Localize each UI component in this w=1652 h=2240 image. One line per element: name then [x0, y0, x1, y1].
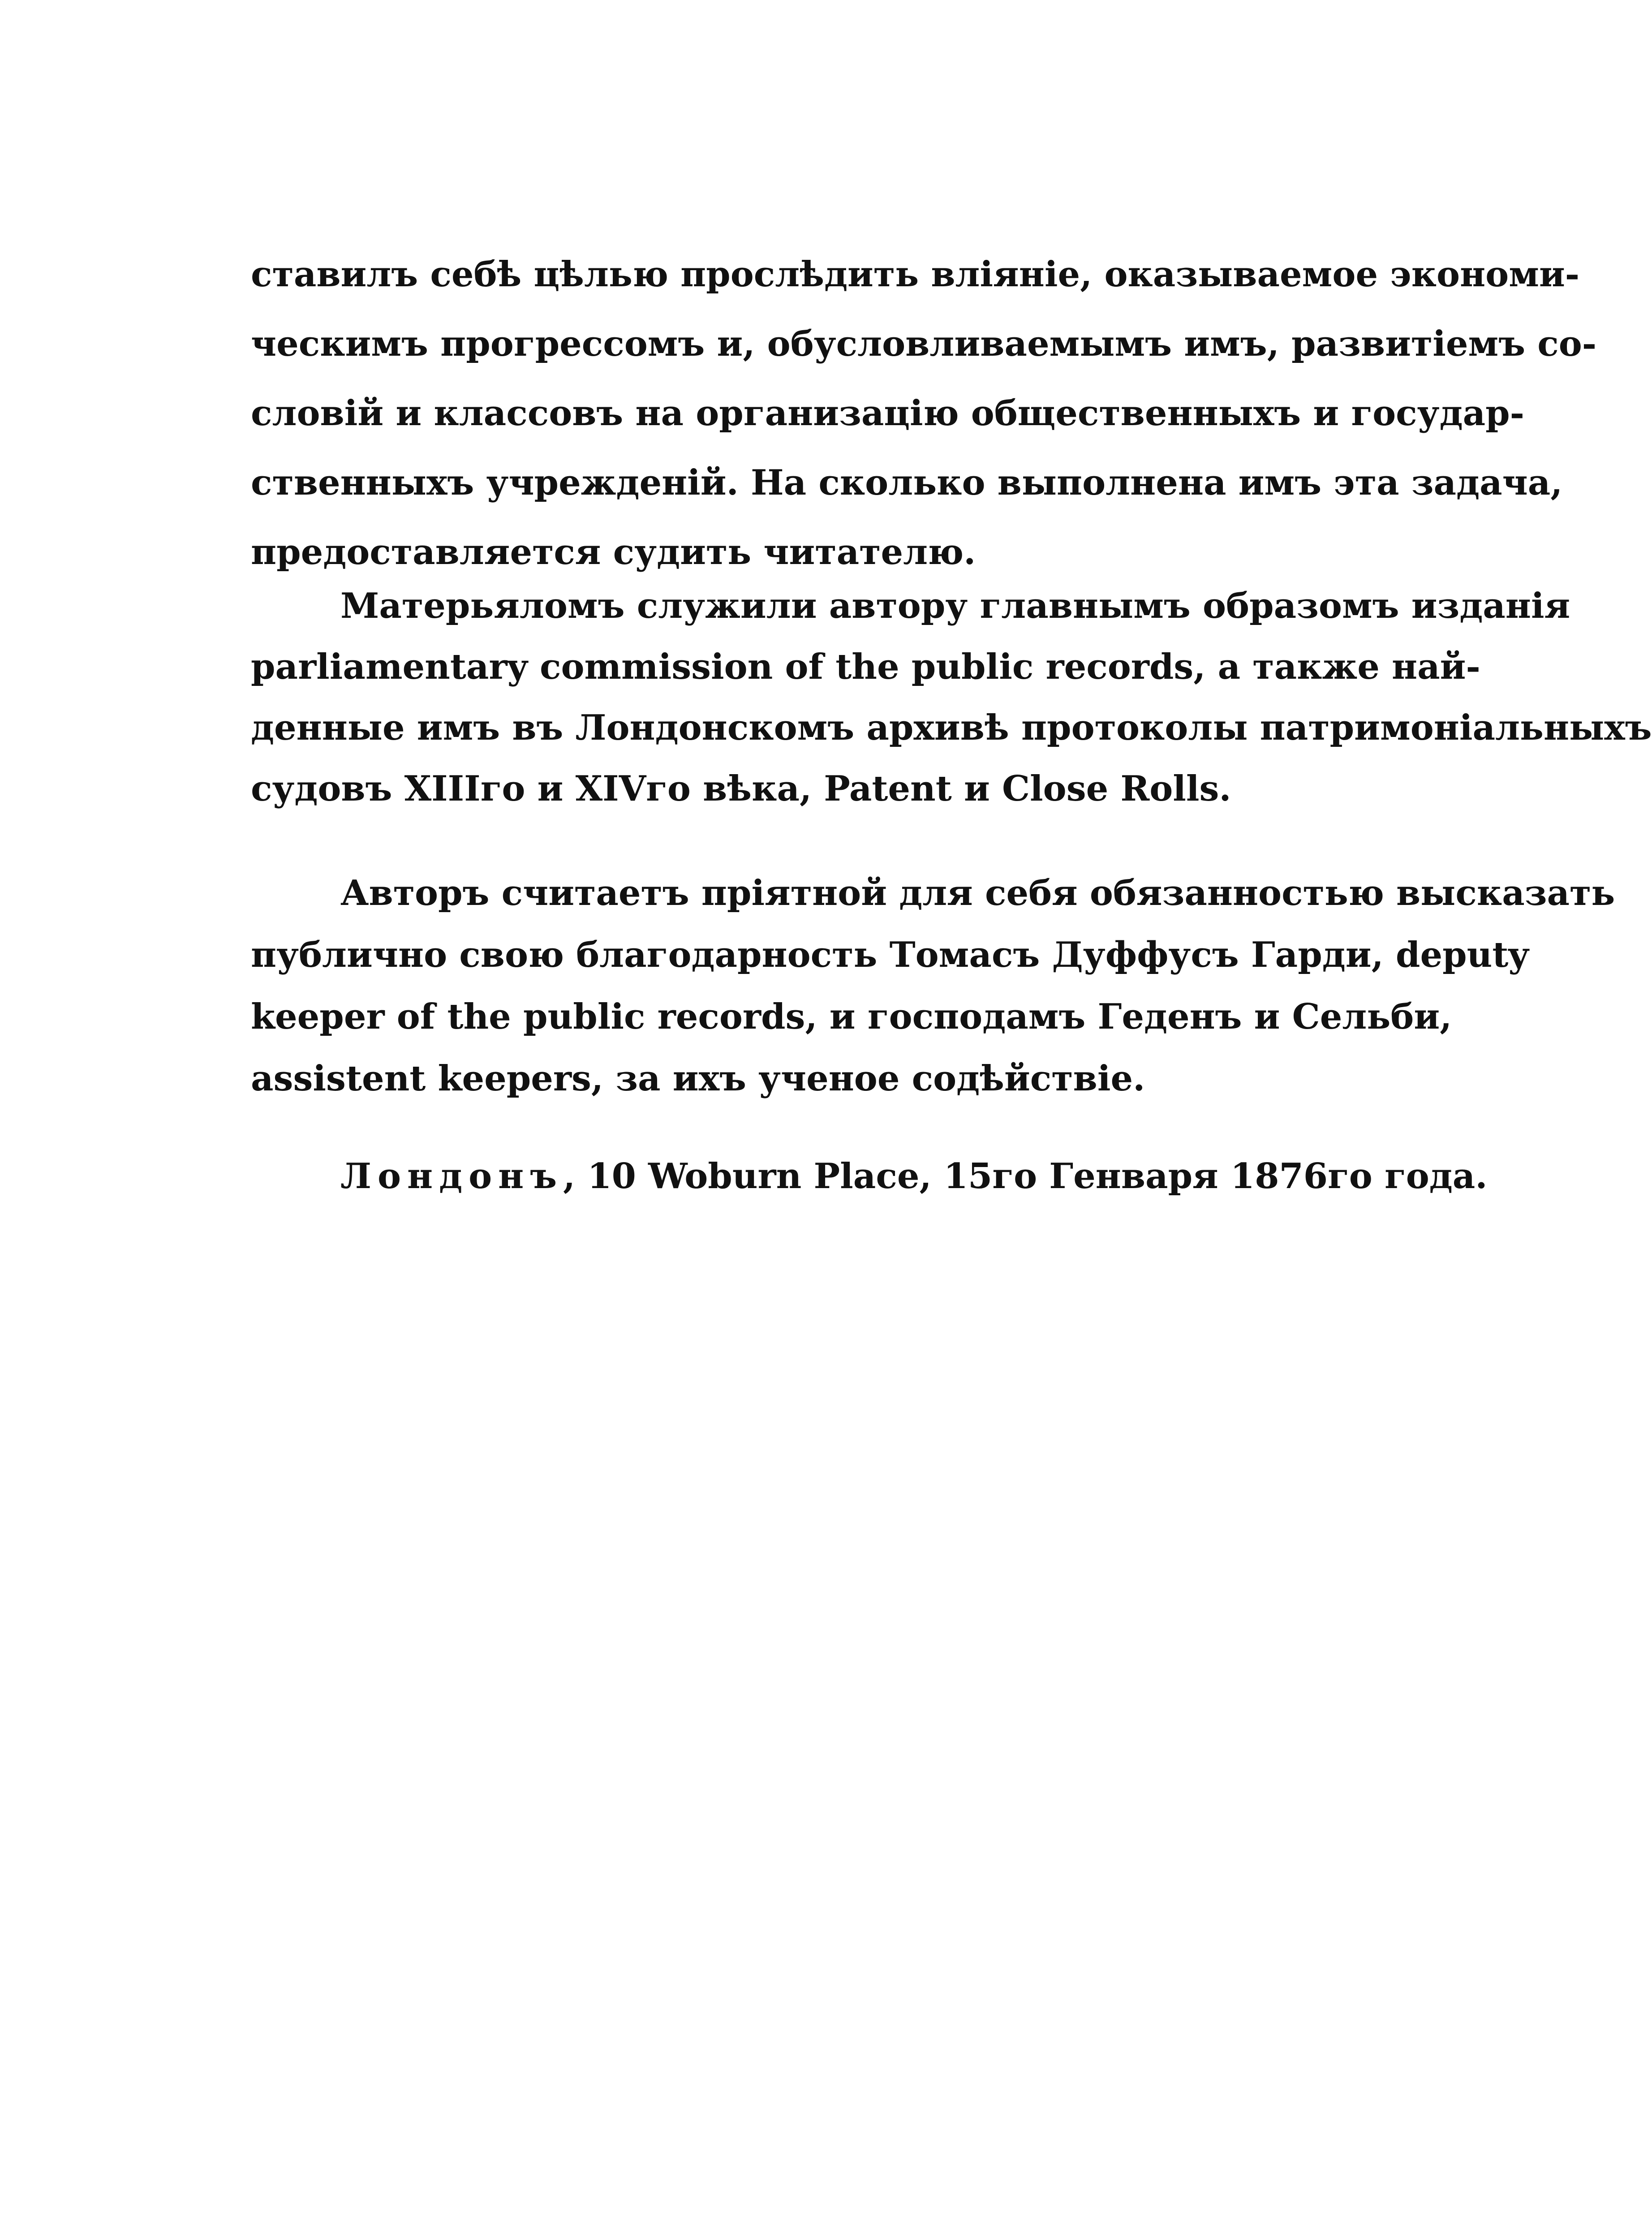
paragraph-line: публично свою благодарность Томасъ Дуффусъ Гарди, deputy — [251, 935, 1529, 975]
paragraph-line: ческимъ прогрессомъ и, обусловливаемымъ имъ, развитіемъ со- — [251, 323, 1597, 364]
paragraph-line: словій и классовъ на организацію общественныхъ и государ- — [251, 393, 1525, 434]
paragraph-line: keeper of the public records, и господамъ Геденъ и Сельби, — [251, 996, 1452, 1037]
signature-city: Лондонъ — [340, 1156, 564, 1197]
paragraph-line: parliamentary commission of the public records, а также най- — [251, 646, 1480, 687]
paragraph-acknowledgements — [251, 862, 1615, 1110]
paragraph-line: Матерьяломъ служили автору главнымъ образомъ изданія — [340, 586, 1570, 626]
paragraph-line: assistent keepers, за ихъ ученое содѣйствіе. — [251, 1058, 1145, 1099]
paragraph-line: предоставляется судить читателю. — [251, 532, 976, 573]
paragraph-purpose — [251, 240, 1597, 587]
paragraph-line: Авторъ считаетъ пріятной для себя обязанностью высказать — [340, 873, 1615, 913]
paragraph-line: денные имъ въ Лондонскомъ архивѣ протоколы патримоніальныхъ — [251, 707, 1652, 748]
paragraph-line: ственныхъ учрежденій. На сколько выполнена имъ эта задача, — [251, 462, 1563, 503]
signature-address-date: , 10 Woburn Place, 15го Генваря 1876го года. — [563, 1156, 1488, 1197]
paragraph-sources — [251, 576, 1652, 819]
place-and-date-signature — [340, 1156, 1488, 1197]
paragraph-line: ставилъ себѣ цѣлью прослѣдить вліяніе, оказываемое экономи- — [251, 254, 1580, 295]
paragraph-line: судовъ XIIIго и XIVго вѣка, Patent и Close Rolls. — [251, 768, 1231, 809]
